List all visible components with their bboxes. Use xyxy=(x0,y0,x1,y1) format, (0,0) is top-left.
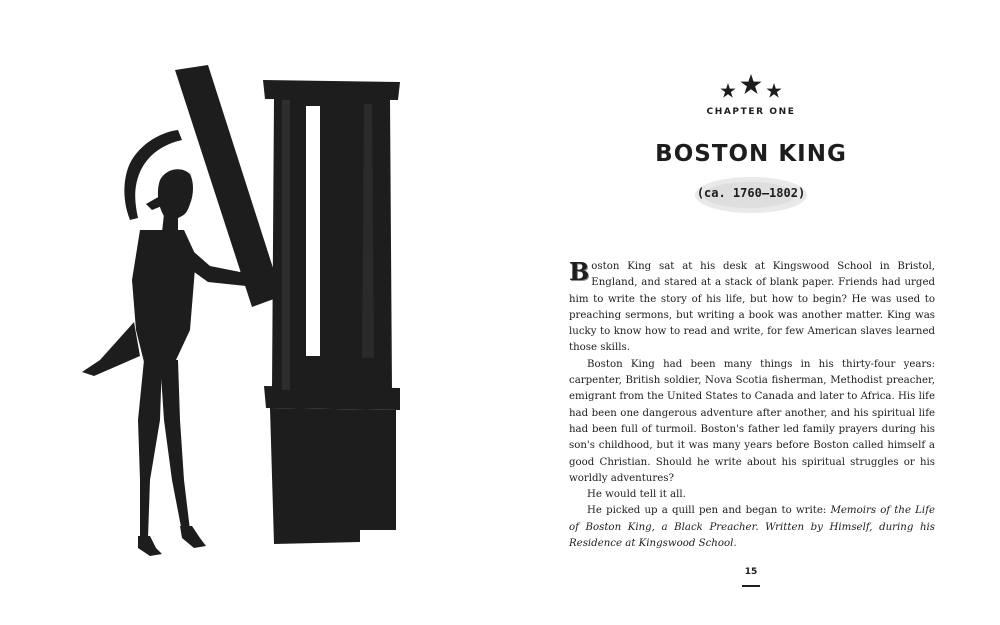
paragraph-4-text: He picked up a quill pen and began to write: xyxy=(587,505,831,517)
right-page xyxy=(565,0,937,625)
drop-cap: B xyxy=(569,257,590,286)
paragraph-1 xyxy=(569,259,935,357)
chapter-label: CHAPTER ONE xyxy=(706,107,796,117)
chapter-title: BOSTON KING xyxy=(655,141,847,167)
man-with-clock-illustration xyxy=(60,60,420,580)
star-icon xyxy=(740,74,761,94)
chapter-stars xyxy=(565,73,937,103)
page-number: 15 xyxy=(744,567,758,577)
paragraph-1-text: oston King sat at his desk at Kingswood School in Bristol, England, and stared at a stack of blank paper. Friends had urged him to write the story of his life, but how to begin? He was used to preaching sermons, but writing a book was another matter. King was lucky to know how to read and write, for few American slaves learned those skills. xyxy=(569,261,935,354)
star-icon xyxy=(766,83,781,98)
paragraph-3: He would tell it all. xyxy=(587,489,686,501)
paragraph-2: Boston King had been many things in his thirty-four years: carpenter, British soldier, Nova Scotia fisherman, Methodist preacher, emigrant from the United States to Canada and later to Africa. His life had been one dangerous adventure after another, and his spiritual life had been full of turmoil. Boston's father led family prayers during his son's childhood, but it was many years before Boston called himself a good Christian. Should he write about his spiritual struggles or his worldly adventures? xyxy=(569,358,935,484)
chapter-dates: (ca. 1760–1802) xyxy=(696,186,806,200)
memoir-title: Memoirs of the Life of Boston King, a Black Preacher. Written by Himself, during his Residence at Kingswood School. xyxy=(569,505,935,550)
stars-ornament xyxy=(716,73,786,99)
chapter-dates-block xyxy=(691,174,811,216)
chapter-body-text xyxy=(569,259,935,552)
silhouette-illustration xyxy=(60,60,420,580)
page-number-underline xyxy=(742,585,760,587)
star-icon xyxy=(720,83,735,98)
paragraph-4 xyxy=(569,503,935,552)
